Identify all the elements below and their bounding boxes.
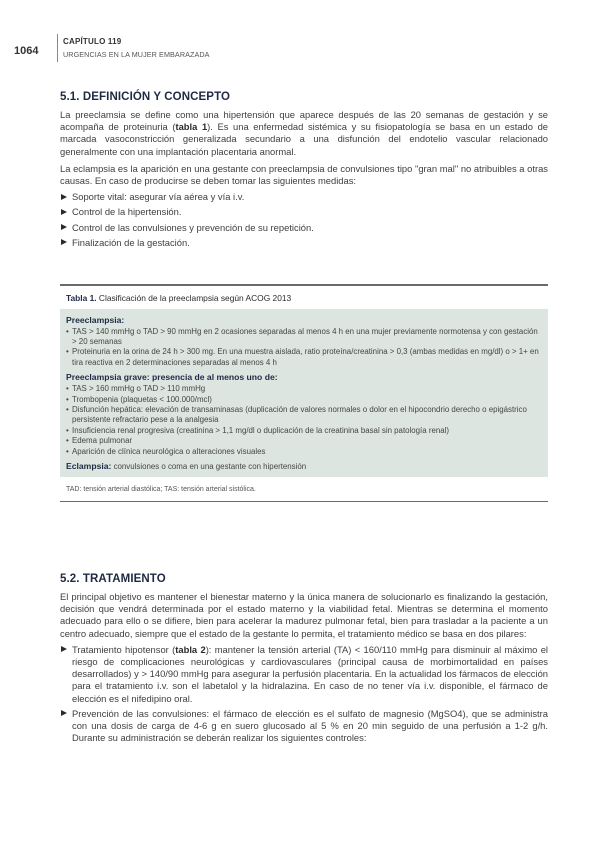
preeclampsia-criteria [66,327,542,369]
list-item: • Disfunción hepática: elevación de transaminasas (duplicación de valores normales o dolor en el hipocondrio derecho o epigástrico persistente refractario pese a la analgesia [66,405,542,426]
triangle-bullet-icon [61,710,67,716]
list-item: Soporte vital: asegurar vía aérea y vía i.v. [60,191,548,203]
triangle-bullet-icon [61,646,67,652]
list-item: Prevención de las convulsiones: el fármaco de elección es el sulfato de magnesio (MgSO4), que se administra con una dosis de carga de 4-6 g en suero glucosado al 5 % en 20 min seguido de una perfusión a 1-2 g/h. Durante su administración se deberán realizar los siguientes controles: [60,708,548,745]
chapter-label: CAPÍTULO 119 [63,37,122,46]
severe-criteria [66,384,542,457]
preeclampsia-heading: Preeclampsia: [66,314,125,325]
header-divider [57,34,58,62]
section-title: 5.2. TRATAMIENTO [60,573,166,585]
table-body [60,309,548,477]
list-item: • Insuficiencia renal progresiva (creatinina > 1,1 mg/dl o duplicación de la creatinina basal sin patología renal) [66,426,542,436]
eclampsia-definition: Eclampsia: convulsiones o coma en una gestante con hipertensión [66,460,307,471]
paragraph-objective: El principal objetivo es mantener el bienestar materno y la única manera de solucionarlo es finalizando la gestación, decisión que vendrá determinada por el estado materno y la viabilidad fetal. Mientras se determina el momento adecuado para ello o se difiere, bien para acelerar la madurez pulmonar fetal, bien para trasladar a la paciente a un centro adecuado, siempre que el estado de la gestante lo permita, el tratamiento médico se basa en dos pilares: [60,591,548,639]
classification-table [60,284,548,502]
page-number: 1064 [14,45,39,57]
triangle-bullet-icon [61,239,67,245]
table-footnote: TAD: tensión arterial diastólica; TAS: tensión arterial sistólica. [66,485,256,493]
list-item: Finalización de la gestación. [60,237,548,249]
list-item: • Proteinuria en la orina de 24 h > 300 mg. En una muestra aislada, ratio proteína/creatinina > 0,3 (ambas medidas en mg/dl) o > 1+ en tira reactiva en 2 determinaciones separadas al menos 4 h [66,347,542,368]
list-item: Control de las convulsiones y prevención de su repetición. [60,222,548,234]
section-definition [60,91,548,252]
list-item: • Trombopenia (plaquetas < 100.000/mcl) [66,395,542,405]
measures-list [60,191,548,249]
table-ref-link[interactable]: tabla 1 [175,121,208,133]
list-item: • Aparición de clínica neurológica o alteraciones visuales [66,447,542,457]
list-item: • Edema pulmonar [66,436,542,446]
section-title: 5.1. DEFINICIÓN Y CONCEPTO [60,91,231,103]
table-title: Tabla 1. Clasificación de la preeclampsia según ACOG 2013 [66,292,292,303]
paragraph-definition: La preeclamsia se define como una hipertensión que aparece después de las 20 semanas de gestación y se acompaña de proteinuria (tabla 1). Es una enfermedad sistémica y su fisiopatología se basa en un estado de marcada vasoconstricción generalizada secundario a una disfunción del endotelio vascular relacionado generalmente con una implantación placentaria anormal. [60,109,548,157]
triangle-bullet-icon [61,194,67,200]
table-bottom-rule [60,501,548,502]
severe-preeclampsia-heading: Preeclampsia grave: presencia de al menos uno de: [66,372,278,383]
chapter-title: URGENCIAS EN LA MUJER EMBARAZADA [63,50,210,59]
list-item: • TAS > 160 mmHg o TAD > 110 mmHg [66,384,542,394]
triangle-bullet-icon [61,209,67,215]
list-item: • TAS > 140 mmHg o TAD > 90 mmHg en 2 ocasiones separadas al menos 4 h en una mujer previamente normotensa y con gestación > 20 semanas [66,327,542,348]
triangle-bullet-icon [61,224,67,230]
treatment-list [60,644,548,745]
paragraph-eclampsia: La eclampsia es la aparición en una gestante con preeclampsia de convulsiones tipo "gran mal" no atribuibles a otras causas. En caso de producirse se deben tomar las siguientes medidas: [60,162,548,187]
table-ref-link[interactable]: tabla 2 [175,643,206,655]
section-treatment [60,573,548,747]
list-item: Control de la hipertensión. [60,206,548,218]
list-item: Tratamiento hipotensor (tabla 2): mantener la tensión arterial (TA) < 160/110 mmHg para disminuir al máximo el riesgo de complicaciones neurológicas y cardiovasculares (principal causa de morbimortalidad en países desarrollados) y > 140/90 mmHg para asegurar la perfusión placentaria. En la actualidad los fármacos de elección para el tratamiento i.v. son el labetalol y la hidralazina. En caso de no tener vía i.v. disponible, el fármaco de elección es el nifedipino oral. [60,644,548,705]
